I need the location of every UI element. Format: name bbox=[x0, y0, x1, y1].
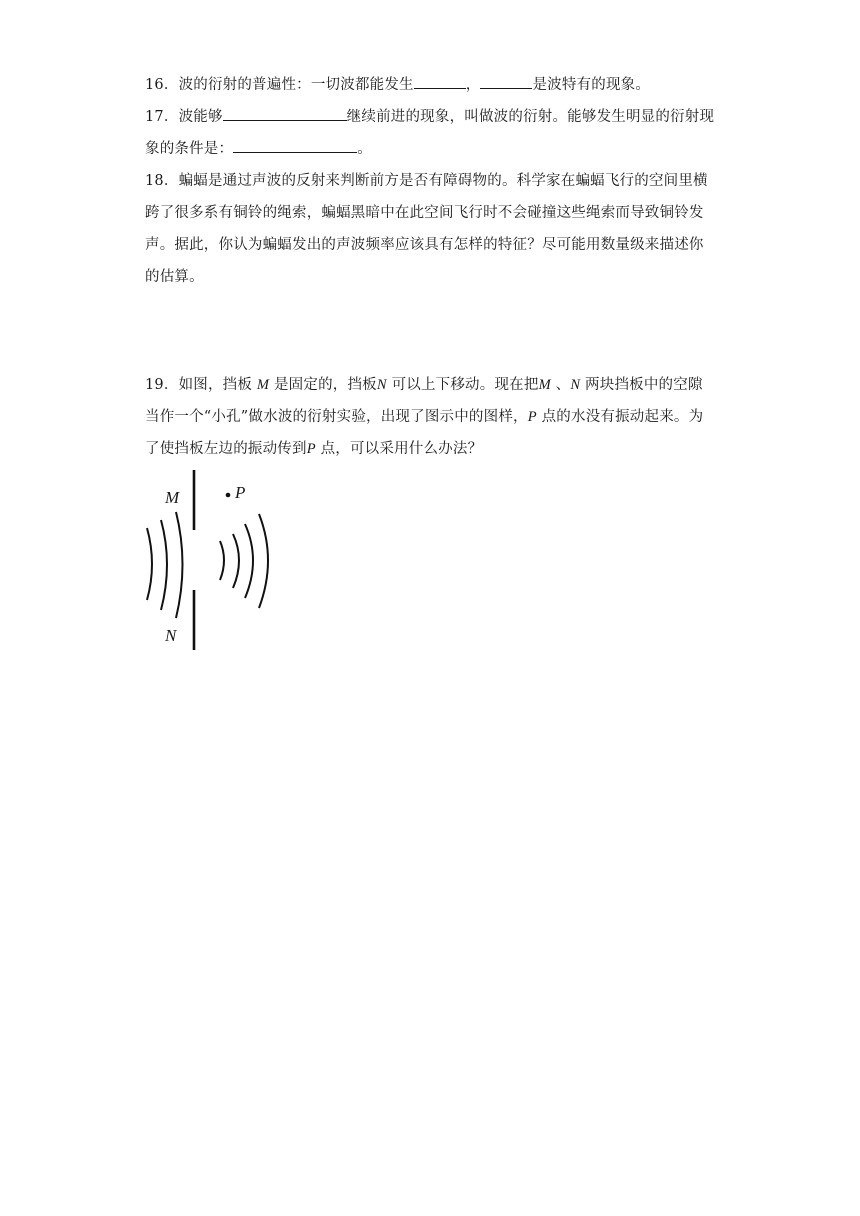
diffraction-diagram bbox=[135, 468, 285, 654]
question-text: 蝙蝠是通过声波的反射来判断前方是否有障碍物的。科学家在蝙蝠飞行的空间里横 bbox=[178, 173, 708, 189]
diffracted-wavefront bbox=[220, 541, 224, 580]
answer-blank[interactable] bbox=[233, 138, 357, 153]
incident-wavefront bbox=[147, 528, 152, 600]
question-text: 当作一个“小孔”做水波的衍射实验，出现了图示中的图样， bbox=[145, 409, 528, 425]
question-18-line-3 bbox=[145, 235, 704, 255]
question-18-line-2 bbox=[145, 203, 704, 223]
question-text: 如图，挡板 bbox=[178, 377, 253, 393]
question-text: 是固定的，挡板 bbox=[273, 377, 377, 393]
diffracted-wavefront bbox=[233, 534, 239, 588]
question-text: 两块挡板中的空隙 bbox=[585, 377, 703, 393]
question-text: 声。据此，你认为蝙蝠发出的声波频率应该具有怎样的特征？尽可能用数量级来描述你 bbox=[145, 237, 704, 253]
question-text: 波能够 bbox=[178, 109, 223, 125]
label-n: N bbox=[165, 626, 177, 645]
question-17-line-1 bbox=[145, 106, 714, 127]
answer-blank[interactable] bbox=[414, 74, 466, 89]
question-text: 可以上下移动。现在把 bbox=[391, 377, 539, 393]
label-p: P bbox=[235, 483, 246, 502]
answer-blank[interactable] bbox=[223, 106, 347, 121]
question-text: 点，可以采用什么办法？ bbox=[320, 441, 483, 457]
question-text: 、 bbox=[555, 377, 571, 393]
diffracted-wavefront bbox=[259, 514, 268, 608]
variable-m: M bbox=[256, 377, 270, 393]
question-number: 17． bbox=[145, 109, 179, 125]
variable-p: P bbox=[306, 441, 316, 457]
question-text: 了使挡板左边的振动传到 bbox=[145, 441, 307, 457]
question-number: 18． bbox=[145, 173, 179, 189]
diffraction-figure bbox=[135, 468, 285, 654]
question-text: 象的条件是： bbox=[145, 141, 234, 157]
answer-blank[interactable] bbox=[480, 74, 532, 89]
question-19-line-1 bbox=[145, 375, 703, 395]
question-text: 跨了很多系有铜铃的绳索，蝙蝠黑暗中在此空间飞行时不会碰撞这些绳索而导致铜铃发 bbox=[145, 205, 704, 221]
question-18-line-4 bbox=[145, 267, 204, 287]
incident-wavefront bbox=[161, 520, 167, 610]
question-18-line-1 bbox=[145, 171, 708, 191]
variable-m: M bbox=[538, 377, 551, 393]
question-19-line-3 bbox=[145, 439, 482, 459]
question-text: 点的水没有振动起来。为 bbox=[541, 409, 704, 425]
variable-n: N bbox=[570, 377, 581, 393]
variable-p: P bbox=[527, 409, 537, 425]
variable-n: N bbox=[376, 377, 387, 393]
question-number: 16． bbox=[145, 77, 179, 93]
question-text: 波的衍射的普遍性：一切波都能发生 bbox=[178, 77, 414, 93]
question-17-line-2 bbox=[145, 138, 372, 159]
question-text: 。 bbox=[357, 141, 372, 157]
question-text: 的估算。 bbox=[145, 269, 204, 285]
question-16 bbox=[145, 74, 650, 95]
label-m: M bbox=[165, 488, 180, 507]
diffracted-wavefront bbox=[245, 524, 253, 598]
question-19-line-2 bbox=[145, 407, 703, 427]
question-number: 19． bbox=[145, 377, 179, 393]
point-p-dot bbox=[226, 493, 231, 498]
question-text: 是波特有的现象。 bbox=[532, 77, 651, 93]
question-text: 继续前进的现象，叫做波的衍射。能够发生明显的衍射现 bbox=[346, 109, 715, 125]
question-text: ， bbox=[465, 77, 481, 93]
incident-wavefront bbox=[176, 512, 183, 618]
